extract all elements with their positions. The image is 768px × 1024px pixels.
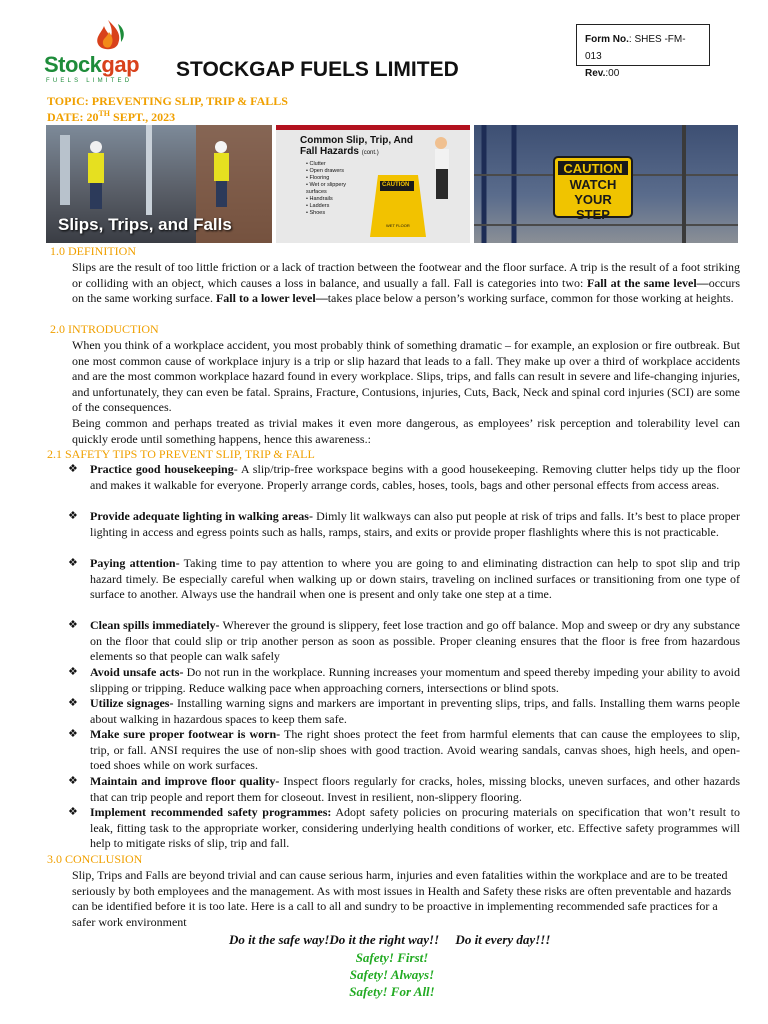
safety-motto: Do it the safe way!Do it the right way!! Do it every day!!! — [229, 932, 551, 947]
definition-paragraph: Slips are the result of too little friction or a lack of traction between the footwear and the floor surface. A trip is the result of a foot striking or colliding with an object, which causes a loss in balance, and usually a fall. Fall is categories into two: Fall at the same level—occurs on the same working surface. Fall to a lower level—takes place below a person’s working surface, common for those working at heights. — [72, 260, 741, 305]
definition-heading: 1.0 DEFINITION — [50, 244, 136, 258]
list-item: ❖ Implement recommended safety programmes: Adopt safety policies on procuring materials on specification that won’t result to leak, fitting task to the appropriate worker, considering underlying health conditions of worker, etc. Effective safety programmes will help to mitigate risks of slip, trip and fall. — [68, 805, 740, 850]
conclusion-paragraph: Slip, Trips and Falls are beyond trivial and can cause serious harm, injuries and even fatalities within the workplace and are to be treated seriously by both employees and the management. As with most issues in Health and Safety these risks are often preventable and hazards can be identified before it is too late. Here is a call to all and sundry to be proactive in implementing recommended safe practices for a safer work environment — [72, 868, 732, 929]
watch-your-step-text: WATCH YOUR STEP — [569, 177, 617, 222]
watch-your-step-photo — [474, 125, 738, 243]
list-item: • Handrails — [306, 196, 333, 202]
safety-tips-list — [68, 462, 740, 852]
list-item: • Flooring — [306, 175, 330, 181]
list-item: • Shoes — [306, 210, 326, 216]
list-item: ❖ Provide adequate lighting in walking areas- Dimly lit walkways can also put people at risk of trips and falls. It’s best to place proper lighting in access and egress points such as halls, ramps, stairs, and exits or provide proper flashlights where this is not practicable. — [68, 509, 740, 539]
list-item: ❖ Clean spills immediately- Wherever the ground is slippery, feet lose traction and go off balance. Mop and sweep or dry any substance on the floor that could slip or trip another person as soon as possible. Proper cleaning ensures that the floor is free from hazardous elements so that people can walk safely — [68, 618, 741, 663]
logo-wordmark: Stockgap — [44, 52, 140, 77]
list-item: • Wet or slippery surfaces — [306, 182, 347, 195]
slips-trips-falls-photo — [46, 125, 272, 243]
image-caption: Slips, Trips, and Falls — [58, 215, 232, 234]
form-info-box — [576, 24, 710, 79]
list-item: ❖ Make sure proper footwear is worn- The right shoes protect the feet from harmful elements that can cause the employees to slip, trip, or fall. ANSI requires the use of non-slip shoes with good traction. Avoid wearing sandals, canvas shoes, high heels, and open-toed shoes while on work surfaces. — [68, 727, 740, 772]
flame-logo-icon — [88, 18, 128, 54]
safety-tips-heading: 2.1 SAFETY TIPS TO PREVENT SLIP, TRIP & FALL — [47, 447, 315, 461]
list-item: ❖ Utilize signages- Installing warning signs and markers are important in preventing slips, trips, and falls. Installing them warns people about walking in hazardous spaces to keep them safe. — [68, 696, 740, 726]
slogan-safety-for-all: Safety! For All! — [349, 984, 435, 999]
revision: Rev.:00 — [585, 68, 620, 79]
list-item: ❖ Practice good housekeeping- A slip/trip-free workspace begins with a good housekeeping. Removing clutter helps tidy up the floor and makes it walkable for everyone. Properly arrange cords, cables, hoses, tools, bags and other personal effects from access areas. — [68, 462, 740, 492]
introduction-paragraph: When you think of a workplace accident, you most probably think of something dramatic – for example, an explosion or fire outbreak. But one most common cause of workplace injury is a trip or slip hazard that leads to a fall. They make up over a third of workplace accidents and are the most common workplace hazard found in every workplace. Slips, trips, and falls can result in severe and life-changing injuries, and unfortunately, they can even be fatal. Sprains, Fracture, Contusions, injuries, Cuts, Back, Neck and spinal cord injuries (SCI) are some of the consequences. — [72, 338, 740, 414]
introduction-paragraph-2: Being common and perhaps treated as trivial makes it even more dangerous, as employees’ risk perception and tolerability level can quickly erode until something happens, hence this awareness.: — [72, 416, 740, 446]
wet-floor-text: WET FLOOR — [386, 223, 410, 228]
slogan-safety-always: Safety! Always! — [349, 967, 435, 982]
list-item: ❖ Maintain and improve floor quality- Inspect floors regularly for cracks, holes, missing blocks, uneven surfaces, and other hazards that can trip people and report them for closeout. Invest in resilient, non-slippery flooring. — [68, 774, 740, 804]
list-item: ❖ Avoid unsafe acts- Do not run in the workplace. Running increases your momentum and speed thereby impeding your ability to avoid slipping or tripping. Reduce walking pace when approaching corners, intersections or blind spots. — [68, 665, 740, 695]
slide-title: Common Slip, Trip, And Fall Hazards — [300, 135, 413, 157]
company-name: STOCKGAP FUELS LIMITED — [176, 58, 459, 81]
conclusion-heading: 3.0 CONCLUSION — [47, 852, 143, 866]
common-hazards-slide: Common Slip, Trip, And Fall Hazards (cont.) • Clutter • Open drawers • Flooring • Wet or slippery surfaces • Handrails • Ladders • Shoes CAUTION WET FLOOR — [276, 125, 470, 243]
topic-date: DATE: 20TH SEPT., 2023 — [47, 109, 176, 124]
topic-title: TOPIC: PREVENTING SLIP, TRIP & FALLS — [47, 94, 288, 108]
caution-sign-text: CAUTION — [563, 161, 623, 176]
list-item: • Clutter — [306, 161, 326, 167]
list-item: • Open drawers — [306, 168, 345, 174]
slogan-safety-first: Safety! First! — [355, 950, 429, 965]
logo-subtext: FUELS LIMITED — [46, 78, 133, 84]
caution-sign-text: CAUTION — [382, 182, 410, 188]
list-item: ❖ Paying attention- Taking time to pay attention to where you are going to and eliminating distraction can help to spot slip and trip hazard timely. Be especially careful when walking up or down stairs, traveling on inclined surfaces or transitioning from one type of surface to another. Always use the handrail when one is present and only take one step at a time. — [68, 556, 740, 601]
list-item: • Ladders — [306, 203, 330, 209]
company-logo — [42, 18, 172, 88]
introduction-heading: 2.0 INTRODUCTION — [50, 322, 159, 336]
form-number: Form No.: SHES -FM-013 — [585, 34, 686, 62]
